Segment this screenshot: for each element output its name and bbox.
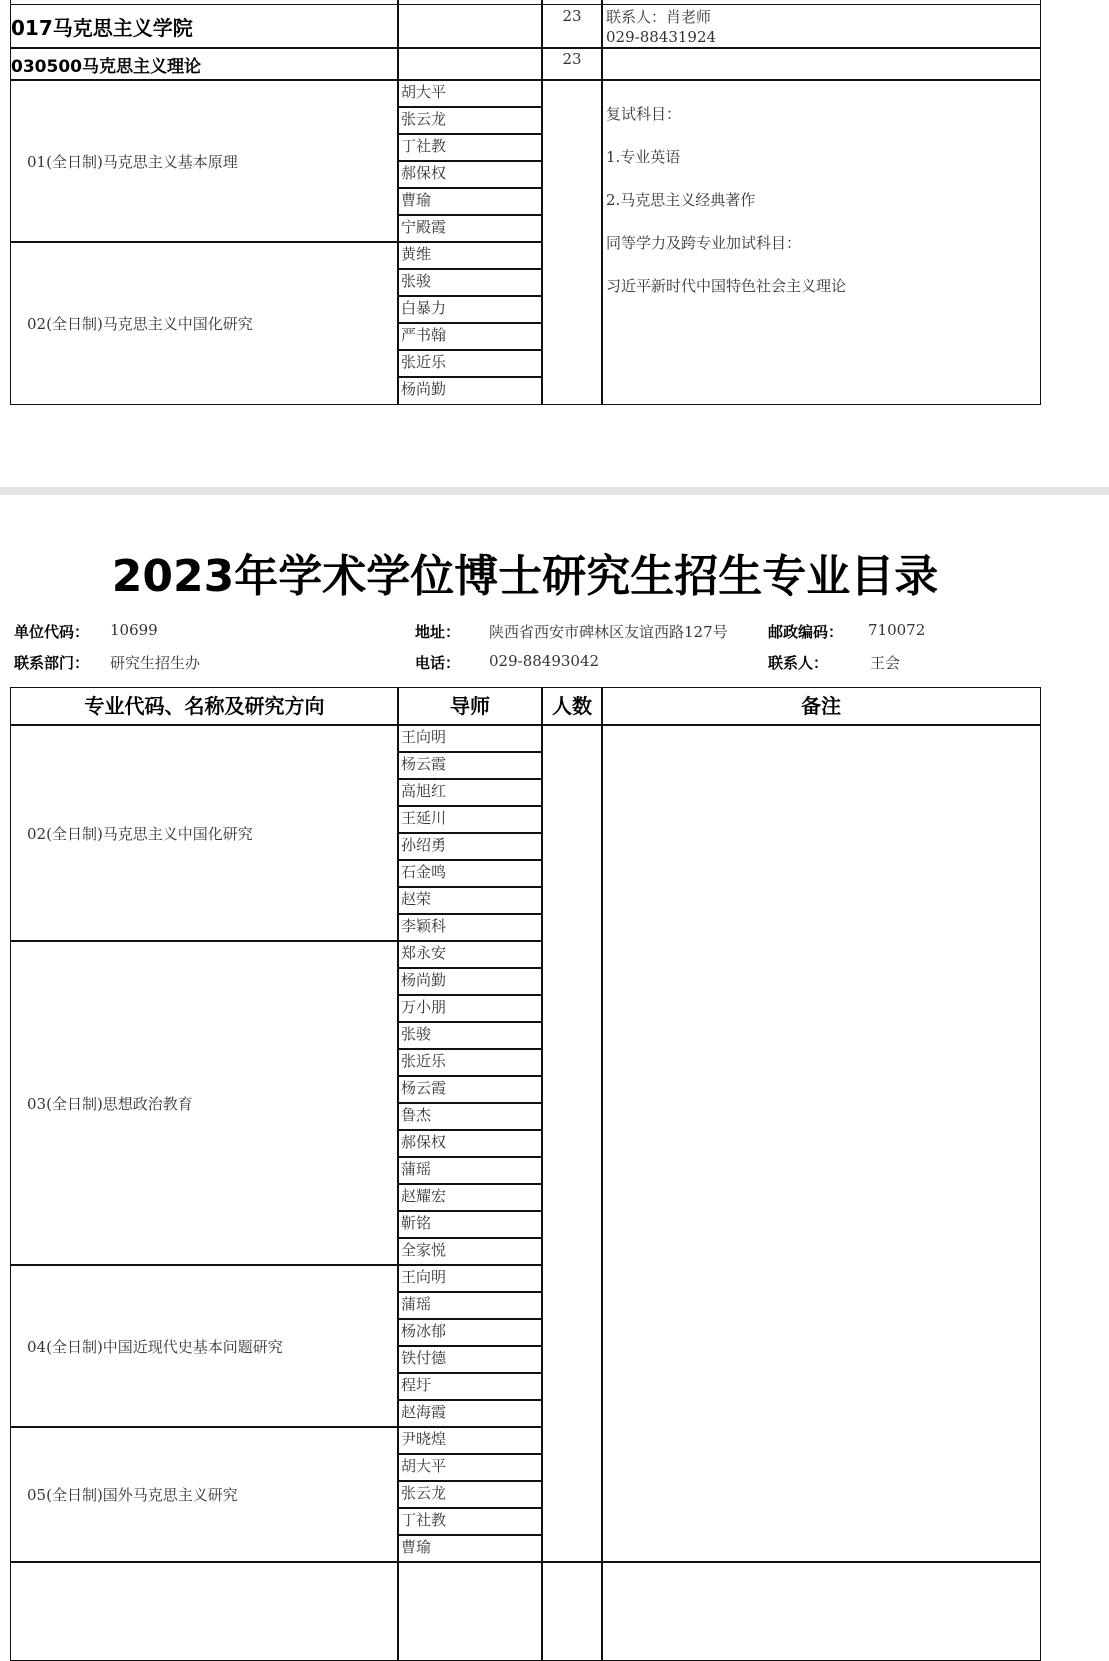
note-line: 同等学力及跨专业加试科目：: [606, 233, 802, 252]
advisor-cell: 郝保权: [397, 1129, 543, 1158]
advisor-cell: 靳铭: [397, 1210, 543, 1239]
advisor-cell: 张云龙: [397, 106, 543, 135]
advisor-cell: 张近乐: [397, 1048, 543, 1077]
page-title: 2023年学术学位博士研究生招生专业目录: [111, 551, 939, 602]
advisor-cell: 杨冰郁: [397, 1318, 543, 1347]
advisor-cell: 王向明: [397, 1264, 543, 1293]
advisor-cell: 胡大平: [397, 79, 543, 108]
advisor-cell: 全家悦: [397, 1237, 543, 1266]
direction-name: 03(全日制)思想政治教育: [10, 940, 399, 1266]
postcode: 710072: [868, 621, 926, 639]
advisor-cell: 丁社教: [397, 133, 543, 162]
unit-code-label: 单位代码：: [14, 623, 90, 641]
advisor-cell: 李颖科: [397, 913, 543, 942]
advisor-cell: 宁殿霞: [397, 214, 543, 243]
advisor-cell: 蒲瑶: [397, 1156, 543, 1185]
advisor-cell: 鲁杰: [397, 1102, 543, 1131]
postcode-label: 邮政编码：: [768, 623, 844, 641]
advisor-cell: 铁付德: [397, 1345, 543, 1374]
school-name: 017马克思主义学院: [10, 4, 399, 49]
advisor-cell: 孙绍勇: [397, 832, 543, 861]
advisor-cell: 高旭红: [397, 778, 543, 807]
header-advisor: 导师: [397, 687, 543, 726]
advisor-cell: 张骏: [397, 268, 543, 297]
direction-name: 01(全日制)马克思主义基本原理: [10, 79, 399, 243]
school-count: 23: [541, 4, 603, 49]
major-name: 030500马克思主义理论: [10, 47, 399, 81]
phone: 029-88493042: [489, 652, 600, 670]
count-cell: [541, 724, 603, 1563]
note-line: 习近平新时代中国特色社会主义理论: [606, 276, 847, 295]
advisor-cell: 赵海霞: [397, 1399, 543, 1428]
school-contact: 联系人：肖老师: [606, 8, 712, 26]
advisor-cell: 郑永安: [397, 940, 543, 969]
advisor-cell: 杨云霞: [397, 751, 543, 780]
next-row-cell: [10, 1561, 399, 1661]
advisor-cell: 杨云霞: [397, 1075, 543, 1104]
advisor-cell: 万小朋: [397, 994, 543, 1023]
advisor-cell: 尹晓煌: [397, 1426, 543, 1455]
advisor-cell: 杨尚勤: [397, 967, 543, 996]
advisor-cell: 白暴力: [397, 295, 543, 324]
note-line: 2.马克思主义经典著作: [606, 190, 756, 209]
dept-label: 联系部门：: [14, 654, 90, 672]
direction-name: 05(全日制)国外马克思主义研究: [10, 1426, 399, 1563]
advisor-cell: 赵荣: [397, 886, 543, 915]
advisor-cell: 严书翰: [397, 322, 543, 351]
advisor-cell: 黄维: [397, 241, 543, 270]
header-count: 人数: [541, 687, 603, 726]
page-separator: [0, 487, 1109, 495]
contact: 王会: [870, 654, 901, 672]
direction-name: 02(全日制)马克思主义中国化研究: [10, 241, 399, 405]
address-label: 地址：: [415, 623, 461, 641]
school-phone: 029-88431924: [606, 28, 717, 46]
address: 陕西省西安市碑林区友谊西路127号: [489, 623, 728, 641]
note-line: 复试科目：: [606, 104, 682, 123]
advisor-cell: 王延川: [397, 805, 543, 834]
count-cell: [541, 79, 603, 405]
phone-label: 电话：: [415, 654, 461, 672]
note-line: 1.专业英语: [606, 147, 681, 166]
school-advisor-cell: [397, 4, 543, 49]
advisor-cell: 丁社教: [397, 1507, 543, 1536]
major-note-cell: [601, 47, 1041, 81]
dept: 研究生招生办: [110, 654, 201, 672]
advisor-cell: 赵耀宏: [397, 1183, 543, 1212]
major-count: 23: [541, 47, 603, 81]
next-row-cell: [541, 1561, 603, 1661]
direction-name: 04(全日制)中国近现代史基本问题研究: [10, 1264, 399, 1428]
next-row-cell: [601, 1561, 1041, 1661]
advisor-cell: 张近乐: [397, 349, 543, 378]
contact-label: 联系人：: [768, 654, 829, 672]
advisor-cell: 曹瑜: [397, 1534, 543, 1563]
advisor-cell: 郝保权: [397, 160, 543, 189]
school-contact-cell: [601, 4, 1041, 49]
advisor-cell: 杨尚勤: [397, 376, 543, 405]
next-row-cell: [397, 1561, 543, 1661]
retest-notes: [601, 79, 1041, 405]
unit-code: 10699: [110, 621, 158, 639]
advisor-cell: 王向明: [397, 724, 543, 753]
notes-cell: [601, 724, 1041, 1563]
advisor-cell: 石金鸣: [397, 859, 543, 888]
advisor-cell: 程圩: [397, 1372, 543, 1401]
header-major: 专业代码、名称及研究方向: [10, 687, 399, 726]
direction-name: 02(全日制)马克思主义中国化研究: [10, 724, 399, 942]
advisor-cell: 曹瑜: [397, 187, 543, 216]
header-notes: 备注: [601, 687, 1041, 726]
major-advisor-cell: [397, 47, 543, 81]
advisor-cell: 胡大平: [397, 1453, 543, 1482]
advisor-cell: 蒲瑶: [397, 1291, 543, 1320]
advisor-cell: 张云龙: [397, 1480, 543, 1509]
advisor-cell: 张骏: [397, 1021, 543, 1050]
